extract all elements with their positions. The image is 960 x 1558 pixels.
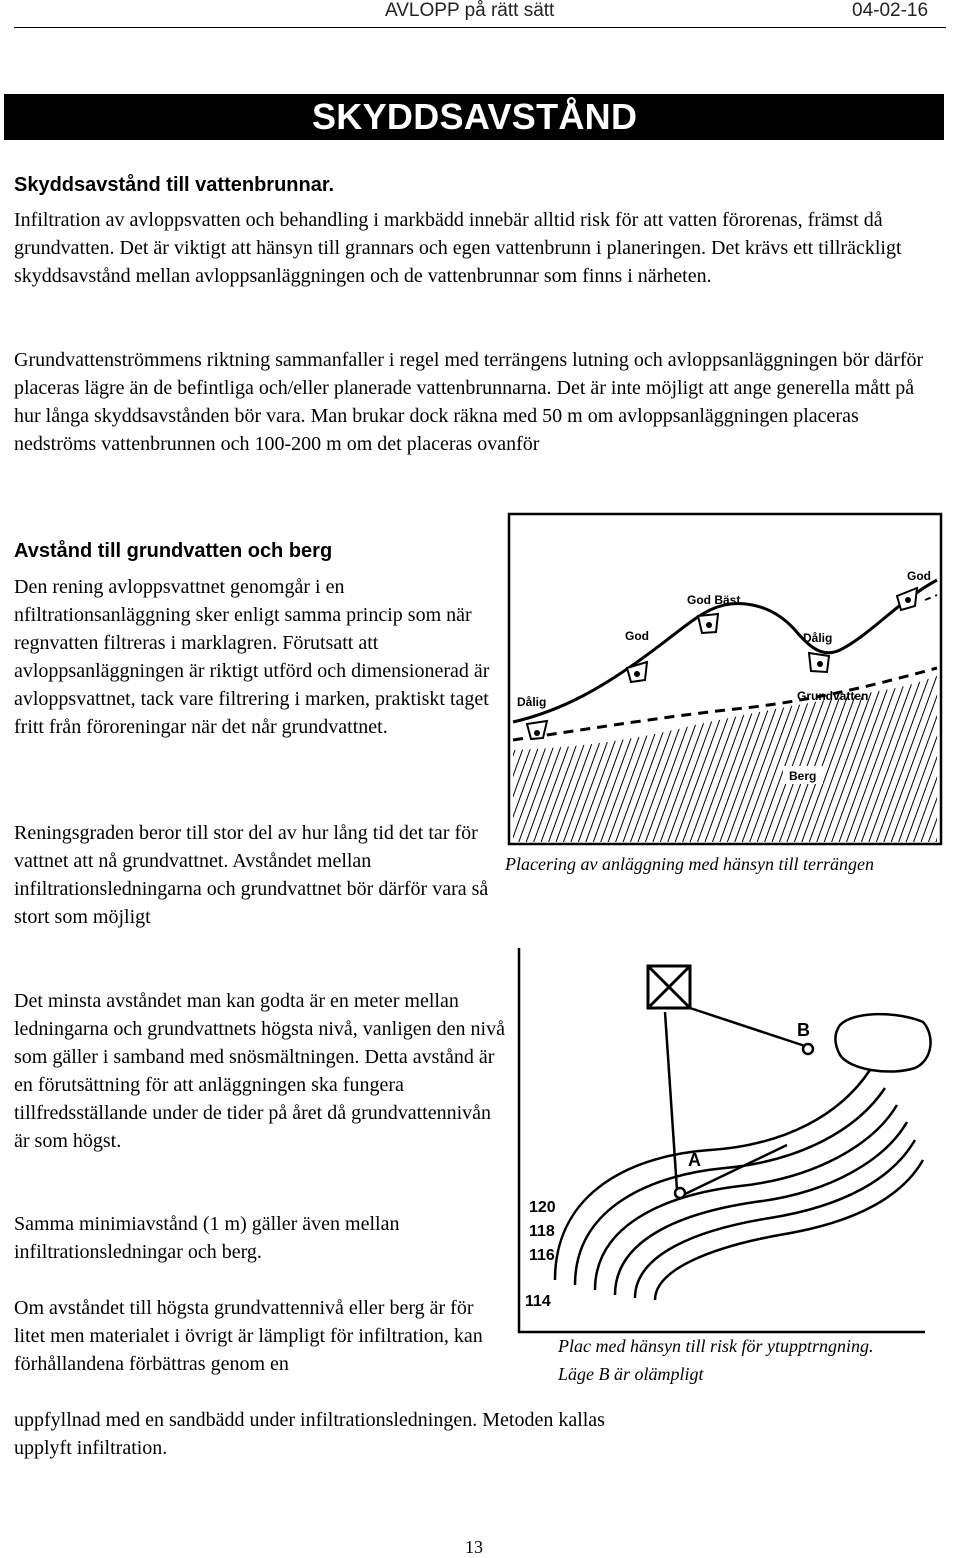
point-a-marker xyxy=(675,1188,685,1198)
section-heading-groundwater-rock: Avstånd till grundvatten och berg xyxy=(14,540,333,562)
point-b-marker xyxy=(803,1044,813,1054)
header-date: 04-02-16 xyxy=(852,0,929,21)
label-contour-118: 118 xyxy=(529,1223,555,1240)
label-contour-114: 114 xyxy=(525,1293,551,1310)
label-dalig-right: Dålig xyxy=(803,631,833,645)
figure2-caption-line2: Läge B är olämpligt xyxy=(558,1364,704,1384)
paragraph-raised-infiltration-b: uppfyllnad med en sandbädd under infiltrationsledningen. Metoden kallas upplyft infiltration. xyxy=(14,1409,605,1459)
label-contour-120: 120 xyxy=(529,1199,556,1216)
contour-lines xyxy=(555,1070,923,1300)
well-symbol xyxy=(648,966,690,1008)
paragraph-infiltration-risk: Infiltration av avloppsvatten och behandling i markbädd innebär alltid risk för att vatten förorenas, främst då grundvatten. Det är viktigt att hänsyn till grannars och egen vattenbrunn i planeringen. Det krävs ett tillräckligt skyddsavstånd mellan avloppsanläggningen och de vattenbrunnar som finns i närheten. xyxy=(14,209,902,287)
paragraph-minimum-distance: Det minsta avståndet man kan godta är en meter mellan ledningarna och grundvattnets högsta nivå, vanligen den nivå som gäller i samband med snösmältningen. Detta avstånd är en förutsättning för att anläggningen ska fungera tillfredsställande under de tider på året då grundvattennivån är som högst. xyxy=(14,990,505,1152)
figure2-caption-line1: Plac med hänsyn till risk för ytupptrngning. xyxy=(558,1336,874,1356)
paragraph-raised-infiltration-a: Om avståndet till högsta grundvattennivå eller berg är för litet men materialet i övrigt är lämpligt för infiltration, kan förhållandena förbättras genom en xyxy=(14,1297,483,1375)
label-contour-116: 116 xyxy=(529,1247,555,1264)
header-rule xyxy=(14,27,946,28)
lake-outline xyxy=(835,1014,930,1071)
figure1-caption: Placering av anläggning med hänsyn till terrängen xyxy=(505,854,874,874)
contour-placement-diagram xyxy=(505,940,945,1345)
label-berg: Berg xyxy=(789,769,817,783)
label-god-right: God xyxy=(907,569,931,583)
bedrock-area xyxy=(513,676,937,842)
paragraph-filtration-principle: Den rening avloppsvattnet genomgår i en nfiltrationsanläggning sker enligt samma princip som när regnvatten filtreras i marklagren. Förutsatt att avloppsanläggningen är riktigt utförd och dimensionerad är avloppsvattnet, tack vare filtrering i marken, praktiskt taget fritt från föroreningar när det når grundvattnet. xyxy=(14,576,490,738)
section-heading-wells: Skyddsavstånd till vattenbrunnar. xyxy=(14,174,335,196)
label-point-b: B xyxy=(797,1020,810,1040)
label-point-a: A xyxy=(688,1150,701,1170)
header-title: AVLOPP på rätt sätt xyxy=(385,0,555,21)
label-dalig-left: Dålig xyxy=(517,695,547,709)
terrain-placement-diagram xyxy=(505,510,945,850)
page-number: 13 xyxy=(465,1537,483,1557)
paragraph-rock-distance: Samma minimiavstånd (1 m) gäller även mellan infiltrationsledningar och berg. xyxy=(14,1213,400,1263)
page-title: SKYDDSAVSTÅND xyxy=(312,96,638,137)
label-grundvatten: Grundvatten xyxy=(797,689,869,703)
label-god-left: God xyxy=(625,629,649,643)
paragraph-purification-degree: Reningsgraden beror till stor del av hur lång tid det tar för vattnet att nå grundvattnet. Avståndet mellan infiltrationsledningarna och grundvattnet bör därför vara så stort som möjligt xyxy=(14,822,489,928)
paragraph-groundwater-direction: Grundvattenströmmens riktning sammanfaller i regel med terrängens lutning och avloppsanläggningen bör därför placeras lägre än de befintliga och/eller planerade vattenbrunnarna. Det är inte möjligt att ange generella mått på hur långa skyddsavstånden bör vara. Man brukar dock räkna med 50 m om avloppsanläggningen placeras nedströms vattenbrunnen och 100-200 m om det placeras ovanför xyxy=(14,349,924,455)
label-god-basta: God Bäst xyxy=(687,593,741,607)
